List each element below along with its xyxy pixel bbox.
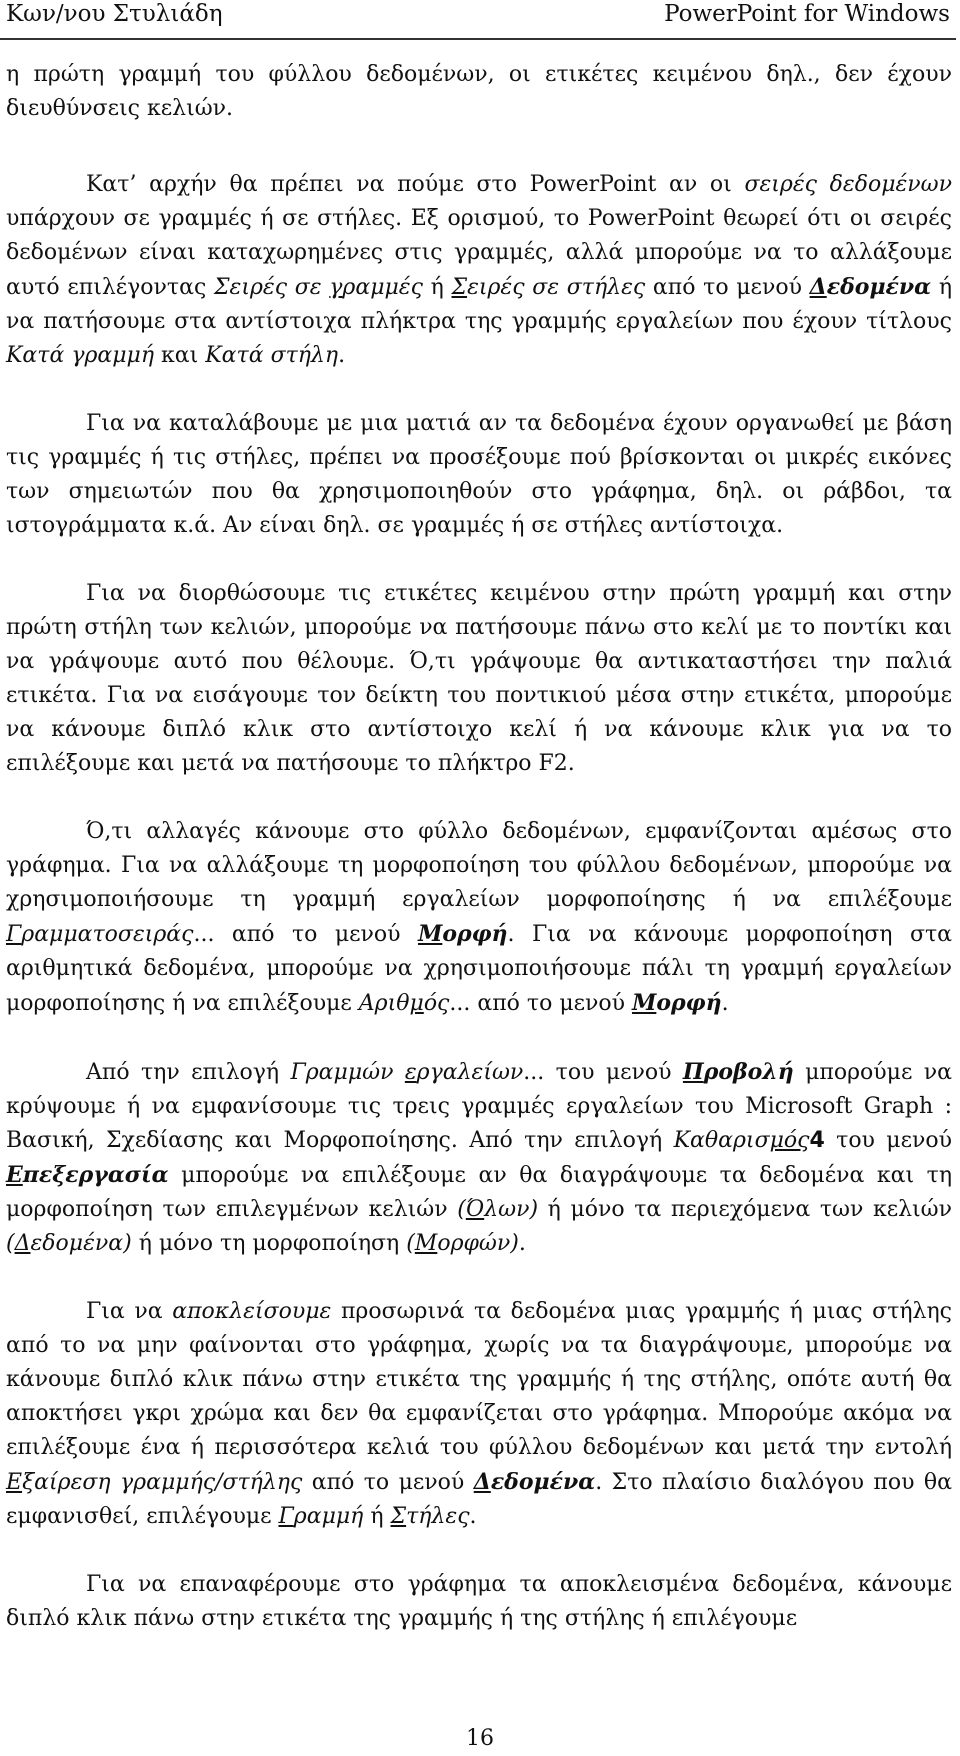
p5-text-a: Ό,τι αλλαγές κάνουμε στο φύλλο δεδομένων, εμφανίζονται αμέσως στο γράφημα. Για να αλλάξουμε τη μορφοποίηση του φύλλου δεδομένων, μπορούμε να χρησιμοποιήσουμε τη γραμμή εργαλείων μορφοποίησης ή να επιλέξουμε [6, 819, 952, 912]
p6-text-l: ή μόνο τα περιεχόμενα των κελιών [538, 1197, 952, 1222]
p5-text-i: . [721, 991, 729, 1016]
p7-option-columns: Στήλες [390, 1504, 470, 1529]
p6-text-c: ... του μενού [523, 1060, 683, 1085]
p6-menu-edit: Επεξεργασία [6, 1162, 169, 1188]
p7-text-i: ή [363, 1504, 391, 1529]
p6-option-toolbars: Γραμμών εργαλείων [290, 1060, 524, 1085]
p2-term-data-series: σειρές δεδομένων [744, 172, 952, 197]
p7-command-exclude-row-col: Εξαίρεση γραμμής/στήλης [6, 1470, 303, 1495]
page-body [6, 58, 952, 1670]
p5-text-c: ... από το μενού [193, 922, 418, 947]
p5-menu-format-2: Μορφή [632, 990, 722, 1016]
paragraph-4: Για να διορθώσουμε τις ετικέτες κειμένου στην πρώτη γραμμή και στην πρώτη στήλη των κελιών, μπορούμε να πατήσουμε πάνω στο κελί με το ποντίκι και να γράψουμε αυτό που θέλουμε. Ό,τι γράψουμε θα αντικαταστήσει την παλιά ετικέτα. Για να εισάγουμε τον δείκτη του ποντικιού μέσα στην ετικέτα, μπορούμε να κάνουμε διπλό κλικ στο αντίστοιχο κελί ή να κάνουμε κλικ για να το επιλέξουμε και μετά να πατήσουμε το πλήκτρο F2. [6, 581, 952, 776]
p6-text-p: . [518, 1231, 526, 1256]
paragraph-8: Για να επαναφέρουμε στο γράφημα τα αποκλεισμένα δεδομένα, κάνουμε διπλό κλικ πάνω στην ετικέτα της γραμμής ή της στήλης ή επιλέγουμε [6, 1572, 952, 1631]
p5-text-e: . Για να κάνουμε μορφοποίηση στα αριθμητικά δεδομένα, μπορούμε να χρησιμοποιήσουμε πάλι τη γραμμή εργαλείων μορφοποίησης ή να επιλέξουμε [6, 922, 952, 1016]
paragraph-2 [6, 168, 952, 373]
p2-text-a: Κατ’ αρχήν θα πρέπει να πούμε στο PowerPoint αν οι [86, 172, 745, 197]
p6-text-e: μπορούμε να κρύψουμε ή να εμφανίσουμε τις τρεις γραμμές εργαλείων του Microsoft Graph : Βασική, Σχεδίασης και Μορφοποίησης. Από την επιλογή [6, 1060, 952, 1153]
paragraph-5 [6, 815, 952, 1021]
p2-option-series-in-columns: Σειρές σε στήλες [451, 275, 646, 300]
p2-text-e: ή [422, 275, 452, 300]
p2-text-m: . [338, 343, 346, 368]
page-number: 16 [466, 1726, 494, 1751]
paragraph-3: Για να καταλάβουμε με μια ματιά αν τα δεδομένα έχουν οργανωθεί με βάση τις γραμμές ή τις στήλες, πρέπει να προσέξουμε πού βρίσκονται οι μικρές εικόνες των σημειωτών που θα χρησιμοποιηθούν στο γράφημα, δηλ. οι ράβδοι, τα ιστογράμματα κ.ά. Αν είναι δηλ. σε γραμμές ή σε στήλες αντίστοιχα. [6, 411, 952, 538]
paragraph-1: η πρώτη γραμμή του φύλλου δεδομένων, οι ετικέτες κειμένου δηλ., δεν έχουν διευθύνσεις κελιών. [6, 62, 952, 121]
p5-menu-format: Μορφή [417, 921, 508, 947]
p6-option-formats: (Μορφών) [406, 1231, 519, 1256]
p7-menu-data: Δεδομένα [473, 1469, 596, 1495]
p5-option-number: Αριθμός [358, 991, 450, 1016]
p7-text-c: προσωρινά τα δεδομένα μιας γραμμής ή μιας στήλης από το να μην φαίνονται στο γράφημα, χωρίς να τα διαγράψουμε, μπορούμε να κάνουμε διπλό κλικ πάνω στην ετικέτα της γραμμής ή της στήλης, οπότε αυτή θα αποκτήσει γκρι χρώμα και δεν θα εμφανίζεται στο γράφημα. Μπορούμε ακόμα να επιλέξουμε ένα ή περισσότερα κελιά του φύλλου δεδομένων και μετά την εντολή [6, 1299, 952, 1460]
p6-option-all: (Όλων) [457, 1197, 539, 1222]
p7-text-k: . [469, 1504, 477, 1529]
p6-option-clear: Καθαρισμός [673, 1128, 810, 1153]
p2-text-g: από το μενού [645, 275, 810, 300]
p2-option-series-in-rows: Σειρές σε γραμμές [213, 275, 423, 300]
p6-text-j: μπορούμε να επιλέξουμε αν θα διαγράψουμε τα δεδομένα και τη μορφοποίηση των επιλεγμένων κελιών [6, 1163, 952, 1222]
p2-button-by-column: Κατά στήλη [205, 343, 339, 368]
p5-text-g: ... από το μενού [449, 991, 633, 1016]
p6-text-n: ή μόνο τη μορφοποίηση [131, 1231, 407, 1256]
p2-button-by-row: Κατά γραμμή [6, 343, 155, 368]
p7-text-g: . Στο πλαίσιο διαλόγου που θα εμφανισθεί, επιλέγουμε [6, 1470, 953, 1529]
header-book-title: PowerPoint for Windows [664, 1, 950, 27]
p6-text-a: Από την επιλογή [86, 1060, 291, 1085]
running-header [0, 0, 956, 40]
p7-option-row: Γραμμή [278, 1504, 364, 1529]
p6-option-contents: (Δεδομένα) [6, 1231, 132, 1256]
paragraph-7 [6, 1295, 952, 1534]
header-author: Κων/νου Στυλιάδη [6, 1, 223, 27]
p6-text-h: του μενού [824, 1128, 952, 1153]
p6-superscript-4: 4 [809, 1128, 825, 1153]
p2-menu-data: Δεδομένα [809, 274, 932, 300]
p7-text-e: από το μενού [302, 1470, 474, 1495]
paragraph-6 [6, 1055, 952, 1261]
p7-text-a: Για να [86, 1299, 173, 1324]
p6-menu-view: Προβολή [682, 1059, 794, 1085]
p7-term-exclude: αποκλείσουμε [172, 1299, 332, 1324]
p2-text-k: και [154, 343, 206, 368]
p2-text-i: ή να πατήσουμε στα αντίστοιχα πλήκτρα της γραμμής εργαλείων που έχουν τίτλους [6, 275, 952, 334]
p5-option-fonts: Γραμματοσειράς [6, 922, 194, 947]
p2-text-c: υπάρχουν σε γραμμές ή σε στήλες. Εξ ορισμού, το PowerPoint θεωρεί ότι οι σειρές δεδομένων είναι καταχωρημένες στις γραμμές, αλλά μπορούμε να το αλλάξουμε αυτό επιλέγοντας [6, 206, 952, 300]
